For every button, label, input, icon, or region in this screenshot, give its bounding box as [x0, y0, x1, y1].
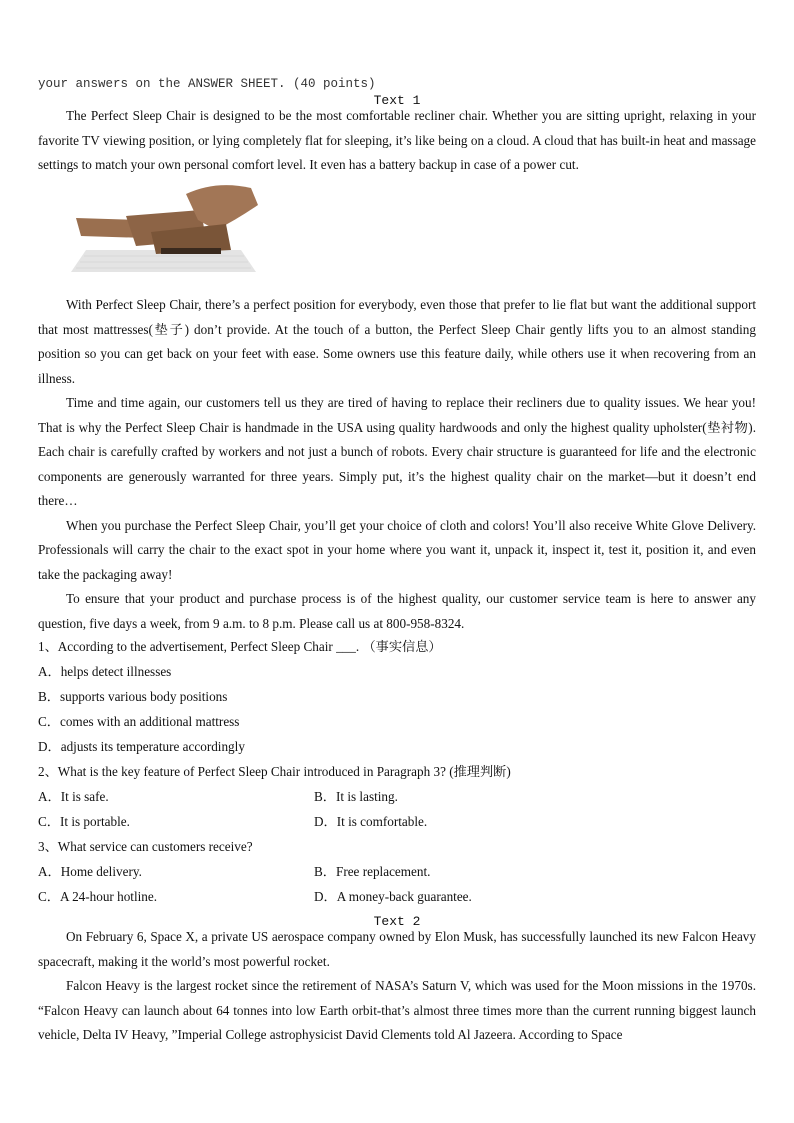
text2-title: Text 2 — [373, 914, 421, 929]
option-c: C．A 24-hour hotline. — [38, 889, 158, 904]
text1-body — [38, 293, 756, 636]
instruction-line: your answers on the ANSWER SHEET. (40 points) — [38, 77, 376, 91]
text1-paragraph-4: When you purchase the Perfect Sleep Chair, you’ll get your choice of cloth and colors! You’ll also receive White Glove Delivery. Professionals will carry the chair to the exact spot in your home where you want it, unpack it, inspect it, test it, position it, and even take the packaging away! — [38, 517, 756, 582]
option-d: D．It is comfortable. — [314, 814, 428, 829]
question-3 — [38, 834, 472, 909]
question-stem: 2、What is the key feature of Perfect Sleep Chair introduced in Paragraph 3? (推理判断) — [38, 764, 511, 779]
text1-title: Text 1 — [373, 93, 421, 108]
option-d: D．A money-back guarantee. — [314, 889, 472, 904]
text2-paragraph-1: On February 6, Space X, a private US aerospace company owned by Elon Musk, has successfully launched its new Falcon Heavy spacecraft, making it the world’s most powerful rocket. — [38, 929, 756, 969]
text1-paragraph-1: The Perfect Sleep Chair is designed to be the most comfortable recliner chair. Whether you are sitting upright, relaxing in your favorite TV viewing position, or lying completely flat for sleeping, it’s like being on a cloud. A cloud that has built-in heat and massage settings to match your own personal comfort level. It even has a battery backup in case of a power cut. — [38, 108, 756, 172]
option-a: A．helps detect illnesses — [38, 664, 172, 679]
recliner-chair-image — [66, 180, 266, 280]
option-c: C．comes with an additional mattress — [38, 714, 240, 729]
text2-body — [38, 925, 756, 1048]
text2-paragraph-2: Falcon Heavy is the largest rocket since the retirement of NASA’s Saturn V, which was used for the Moon missions in the 1970s. “Falcon Heavy can launch about 64 tonnes into low Earth orbit-that’s almost three times more than the current running biggest launch vehicle, Delta IV Heavy, ”Imperial College astrophysicist David Clements told Al Jazeera. According to Space — [38, 978, 756, 1042]
question-2 — [38, 759, 511, 834]
text1-paragraph-3: Time and time again, our customers tell us they are tired of having to replace their recliners due to quality issues. We hear you! That is why the Perfect Sleep Chair is handmade in the USA using quality hardwoods and only the highest quality upholster(垫衬物). Each chair is carefully crafted by workers and not just a bunch of robots. Every chair structure is guaranteed for life and the electronic components are generously warranted for three years. Simply put, it’s the highest quality chair on the market—but it doesn’t end there… — [38, 395, 756, 508]
option-a: A．It is safe. — [38, 789, 109, 804]
option-c: C．It is portable. — [38, 814, 130, 829]
option-d: D．adjusts its temperature accordingly — [38, 739, 245, 754]
option-a: A．Home delivery. — [38, 864, 142, 879]
text1-paragraph-2: With Perfect Sleep Chair, there’s a perfect position for everybody, even those that prefer to lie flat but want the additional support that most mattresses(垫子) don’t provide. At the touch of a button, the Perfect Sleep Chair gently lifts you to an almost standing position so you can get back on your feet with ease. Some owners use this feature daily, while others use it when recovering from an illness. — [38, 297, 756, 386]
question-1 — [38, 634, 442, 759]
question-stem: 1、According to the advertisement, Perfect Sleep Chair ___. （事实信息） — [38, 639, 442, 654]
option-b: B．It is lasting. — [314, 789, 398, 804]
question-stem: 3、What service can customers receive? — [38, 839, 253, 854]
option-b: B．supports various body positions — [38, 689, 228, 704]
option-b: B．Free replacement. — [314, 864, 431, 879]
text1-paragraph-5: To ensure that your product and purchase process is of the highest quality, our customer service team is here to answer any question, five days a week, from 9 a.m. to 8 p.m. Please call us at 800-958-8324. — [38, 591, 756, 631]
